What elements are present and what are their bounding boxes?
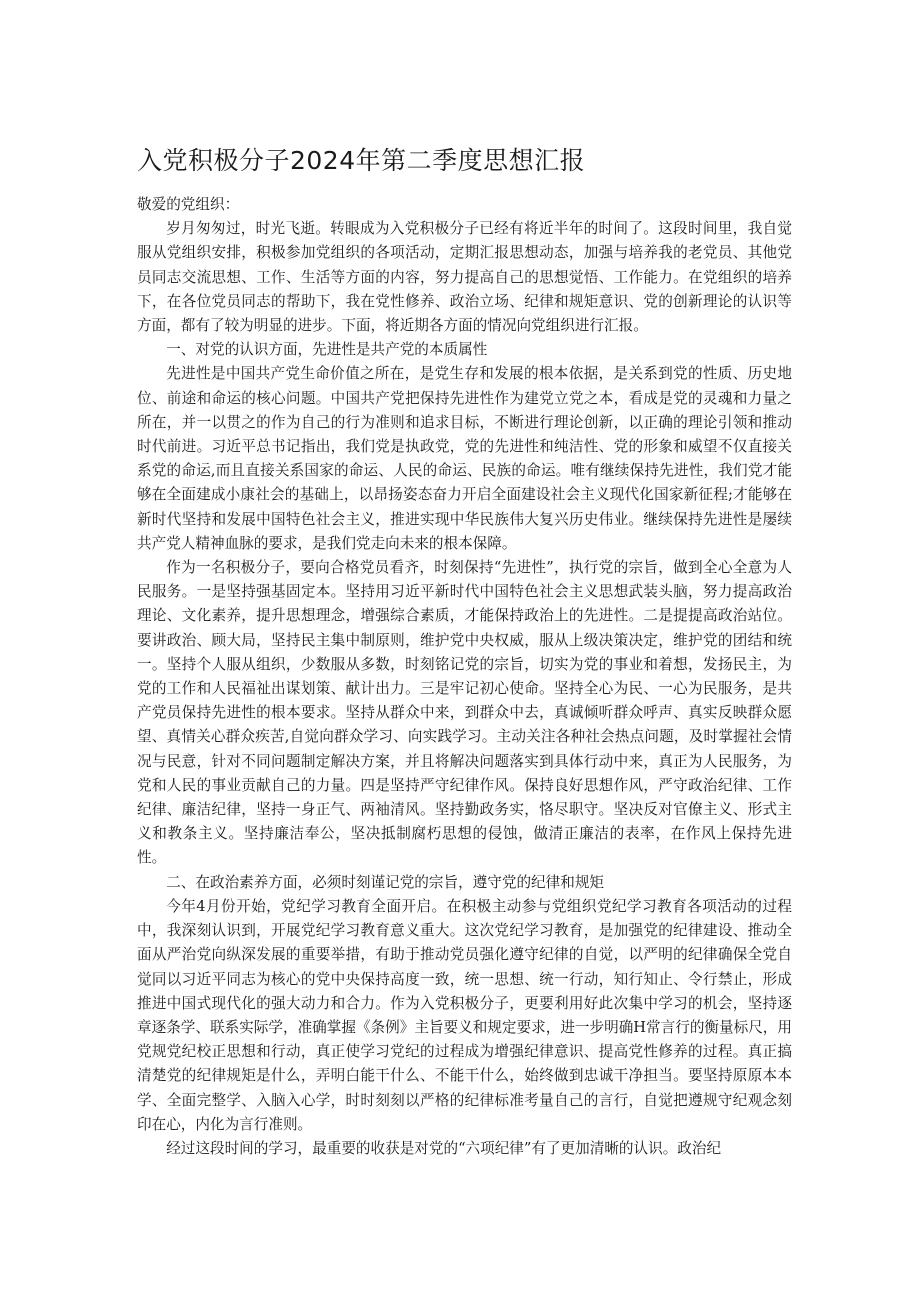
body-paragraph: 经过这段时间的学习，最重要的收获是对党的“六项纪律”有了更加清晰的认识。政治纪 xyxy=(166,1139,722,1157)
section-heading-1: 一、对党的认识方面，先进性是共产党的本质属性 xyxy=(166,341,488,359)
body-paragraph: 先进性是中国共产党生命价值之所在，是党生存和发展的根本依据，是关系到党的性质、历史地位、前途和命运的核心问题。中国共产党把保持先进性作为建党立党之本，看成是党的灵魂和力量之所在，并一以贯之的作为自己的行为准则和追求目标，不断进行理论创新，以正确的理论引领和推动时代前进。习近平总书记指出，我们党是执政党，党的先进性和纯洁性、党的形象和威望不仅直接关系党的命运,而且直接关系国家的命运、人民的命运、民族的命运。唯有继续保持先进性，我们党才能够在全面建成小康社会的基础上，以昂扬姿态奋力开启全面建设社会主义现代化国家新征程;才能够在新时代坚持和发展中国特色社会主义，推进实现中华民族伟大复兴历史伟业。继续保持先进性是屡续共产党人精神血脉的要求，是我们党走向未来的根本保障。 xyxy=(137,365,792,552)
document-title: 入党积极分子2024年第二季度思想汇报 xyxy=(137,146,586,175)
body-paragraph: 今年4月份开始，党纪学习教育全面开启。在积极主动参与党组织党纪学习教育各项活动的过程中，我深刻认识到，开展党纪学习教育意义重大。这次党纪学习教育，是加强党的纪律建设、推动全面从严治党向纵深发展的重要举措，有助于推动党员强化遵守纪律的自觉，以严明的纪律确保全党自觉同以习近平同志为核心的党中央保持高度一致，统一思想、统一行动，知行知止、令行禁止，形成推进中国式现代化的强大动力和合力。作为入党积极分子，更要利用好此次集中学习的机会，坚持逐章逐条学、联系实际学，准确掌握《条例》主旨要义和规定要求，进一步明确H常言行的衡量标尺，用党规党纪校正思想和行动，真正使学习党纪的过程成为增强纪律意识、提高党性修养的过程。真正搞清楚党的纪律规矩是什么，弄明白能干什么、不能干什么，始终做到忠诚干净担当。要坚持原原本本学、全面完整学、入脑入心学，时时刻刻以严格的纪律标准考量自己的言行，自觉把遵规守纪观念刻印在心，内化为言行准则。 xyxy=(137,897,792,1133)
section-heading-2: 二、在政治素养方面，必须时刻谨记党的宗旨，遵守党的纪律和规矩 xyxy=(166,873,605,891)
salutation: 敬爱的党组织： xyxy=(137,196,240,213)
document-body xyxy=(137,193,792,1161)
body-paragraph: 作为一名积极分子，要向合格党员看齐，时刻保持“先进性”，执行党的宗旨，做到全心全意为人民服务。一是坚持强基固定本。坚持用习近平新时代中国特色社会主义思想武装头脑，努力提高政治理论、文化素养，提升思想理念，增强综合素质，才能保持政治上的先进性。二是提提高政治站位。要讲政治、顾大局，坚持民主集中制原则，维护党中央权威，服从上级决策决定，维护党的团结和统一。坚持个人服从组织，少数服从多数，时刻铭记党的宗旨，切实为党的事业和着想，发扬民主，为党的工作和人民福祉出谋划策、献计出力。三是牢记初心使命。坚持全心为民、一心为民服务，是共产党员保持先进性的根本要求。坚持从群众中来，到群众中去，真诚倾听群众呼声、真实反映群众愿望、真情关心群众疾苦,自觉向群众学习、向实践学习。主动关注各种社会热点问题，及时掌握社会情况与民意，针对不同问题制定解决方案，并且将解决问题落实到具体行动中来，真正为人民服务，为党和人民的事业贡献自己的力量。四是坚持严守纪律作风。保持良好思想作风，严守政治纪律、工作纪律、廉洁纪律，坚持一身正气、两袖清风。坚持勤政务实，恪尽职守。坚决反对官僚主义、形式主义和教条主义。坚持廉洁奉公，坚决抵制腐朽思想的侵蚀，做清正廉洁的表率，在作风上保持先进性。 xyxy=(137,559,792,867)
body-paragraph-intro: 岁月匆匆过，时光飞逝。转眼成为入党积极分子已经有将近半年的时间了。这段时间里，我自觉服从党组织安排，积极参加党组织的各项活动，定期汇报思想动态，加强与培养我的老党员、其他党员同志交流思想、工作、生活等方面的内容，努力提高自己的思想觉悟、工作能力。在党组织的培养下，在各位党员同志的帮助下，我在党性修养、政治立场、纪律和规矩意识、党的创新理论的认识等方面，都有了较为明显的进步。下面，将近期各方面的情况向党组织进行汇报。 xyxy=(137,220,792,335)
